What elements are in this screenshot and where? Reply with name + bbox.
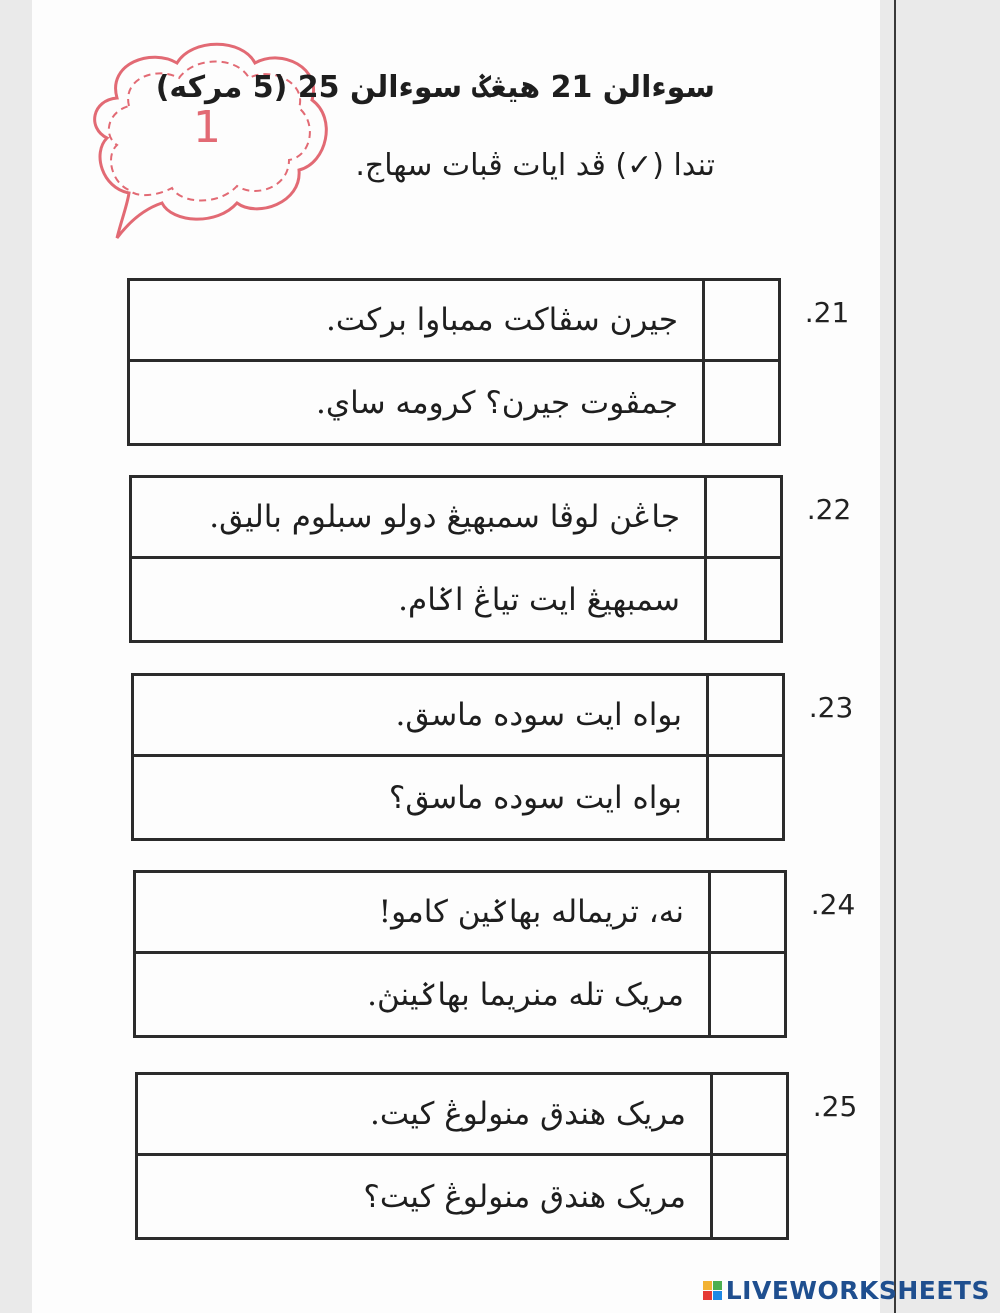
question-number: .24 bbox=[810, 888, 856, 921]
question-number: .23 bbox=[808, 691, 854, 724]
tick-answer-cell[interactable] bbox=[706, 757, 782, 838]
tick-answer-cell[interactable] bbox=[704, 559, 780, 640]
option-sentence: سمبهيڠ ايت تياڠ اݢام. bbox=[398, 581, 680, 618]
tick-answer-cell[interactable] bbox=[708, 873, 784, 951]
section-number: 1 bbox=[193, 102, 221, 153]
question-box bbox=[131, 673, 785, 841]
option-row bbox=[134, 757, 782, 838]
option-sentence: بواه ايت سوده ماسق؟ bbox=[388, 779, 682, 816]
tick-answer-cell[interactable] bbox=[708, 954, 784, 1035]
tick-answer-cell[interactable] bbox=[702, 281, 778, 359]
tick-answer-cell[interactable] bbox=[710, 1075, 786, 1153]
option-row bbox=[136, 873, 784, 954]
option-row bbox=[138, 1075, 786, 1156]
option-row bbox=[132, 559, 780, 640]
logo-square bbox=[713, 1291, 722, 1300]
tick-answer-cell[interactable] bbox=[710, 1156, 786, 1237]
tick-answer-cell[interactable] bbox=[704, 478, 780, 556]
option-row bbox=[134, 676, 782, 757]
option-row bbox=[136, 954, 784, 1035]
page-edge-line bbox=[894, 0, 896, 1313]
option-sentence: جاڠن لوڤا سمبهيڠ دولو سبلوم باليق. bbox=[209, 499, 680, 535]
question-box bbox=[129, 475, 783, 643]
instruction-text: تندا (✓) ڤد ايات ڤبات سهاج. bbox=[355, 148, 715, 183]
option-row bbox=[138, 1156, 786, 1237]
question-number: .25 bbox=[812, 1090, 858, 1123]
worksheet-page bbox=[32, 0, 880, 1313]
logo-square bbox=[703, 1291, 712, 1300]
question-number: .22 bbox=[806, 493, 852, 526]
option-row bbox=[130, 281, 778, 362]
question-box bbox=[127, 278, 781, 446]
option-sentence: جيرن سڤاکت ممباوا برکت. bbox=[326, 302, 678, 338]
instruction-heading: سوءالن 21 هيڠݢ سوءالن 25 (5 مرکه) bbox=[155, 70, 715, 105]
logo-text: LIVEWORKSHEETS bbox=[725, 1276, 990, 1305]
liveworksheets-logo bbox=[703, 1276, 990, 1305]
question-box bbox=[133, 870, 787, 1038]
question-box bbox=[135, 1072, 789, 1240]
tick-answer-cell[interactable] bbox=[706, 676, 782, 754]
option-sentence: جمڤوت جيرن؟ کرومه ساي. bbox=[316, 384, 678, 421]
tick-answer-cell[interactable] bbox=[702, 362, 778, 443]
logo-square bbox=[703, 1281, 712, 1290]
option-sentence: مريک هندق منولوڠ کيت؟ bbox=[363, 1178, 686, 1215]
option-row bbox=[132, 478, 780, 559]
logo-mark-icon bbox=[703, 1281, 722, 1300]
option-row bbox=[130, 362, 778, 443]
option-sentence: مريک هندق منولوڠ کيت. bbox=[369, 1096, 686, 1132]
option-sentence: نه، تريماله بهاݢين کامو! bbox=[378, 894, 684, 930]
option-sentence: مريک تله منريما بهاݢينڽ. bbox=[367, 976, 684, 1013]
logo-square bbox=[713, 1281, 722, 1290]
question-number: .21 bbox=[804, 296, 850, 329]
option-sentence: بواه ايت سوده ماسق. bbox=[395, 697, 682, 733]
